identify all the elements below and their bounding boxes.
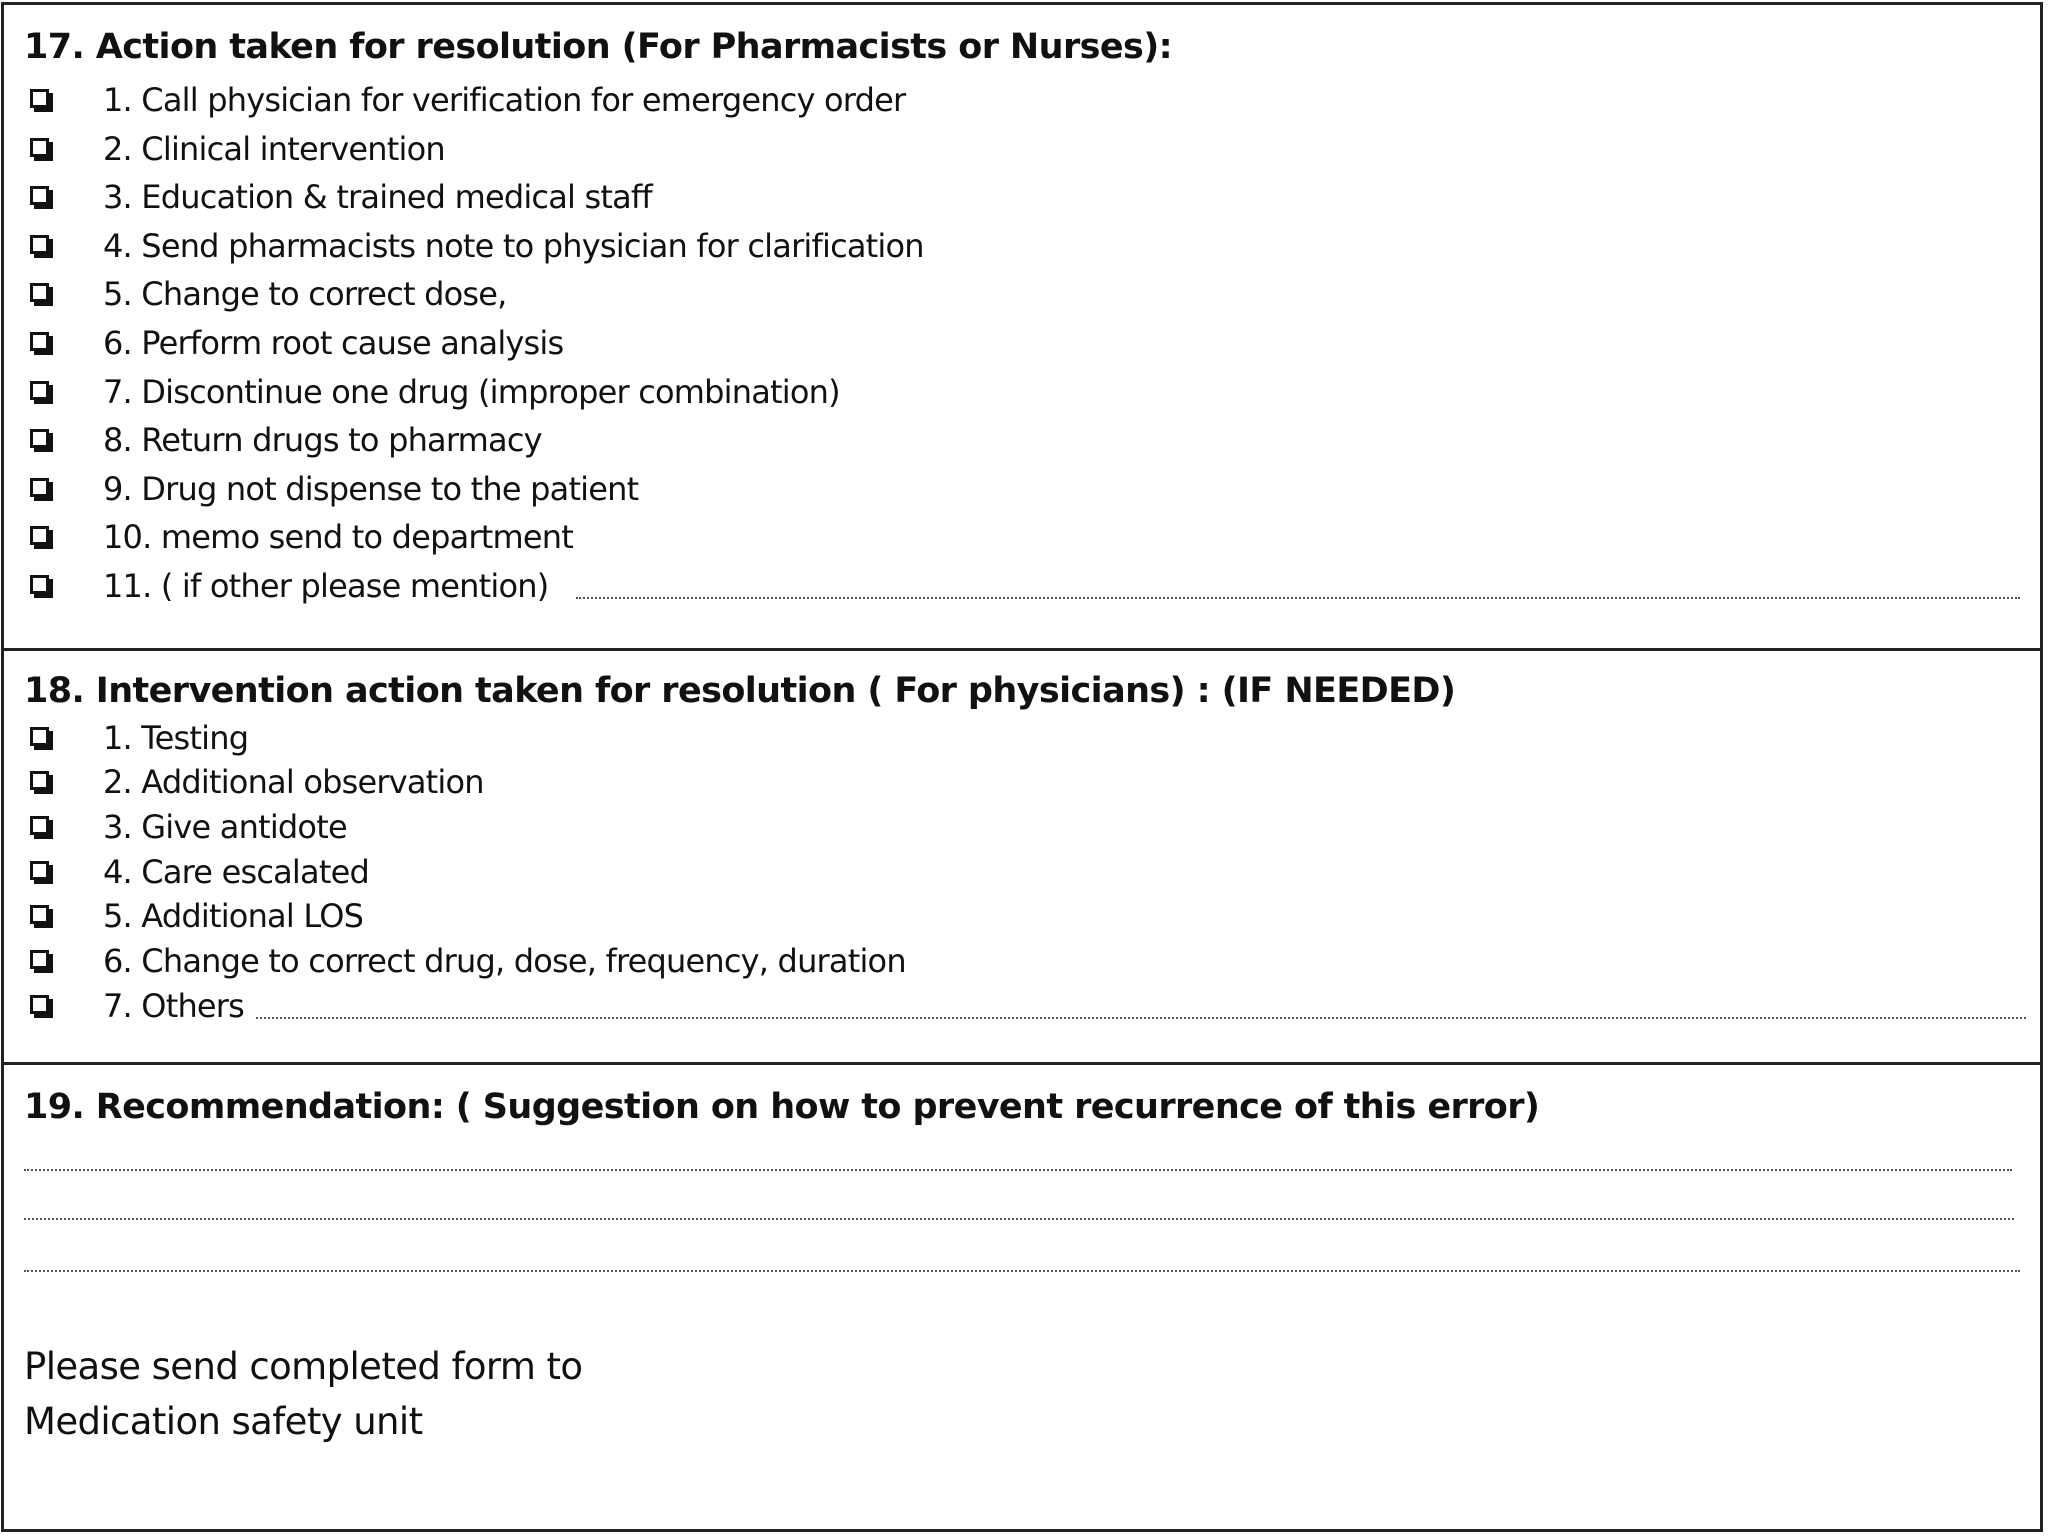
option-label: 4. Send pharmacists note to physician for clarification <box>103 227 924 265</box>
others-specify-line[interactable] <box>256 1017 2026 1019</box>
other-specify-line[interactable] <box>576 597 2020 599</box>
option-label: 8. Return drugs to pharmacy <box>103 421 542 459</box>
option-17-11[interactable] <box>4 567 2040 611</box>
option-label: 5. Additional LOS <box>103 897 364 935</box>
footer-recipient: Medication safety unit <box>24 1400 423 1443</box>
option-18-6[interactable] <box>4 942 2040 986</box>
recommendation-line-1[interactable] <box>24 1169 2012 1171</box>
medication-error-form <box>1 2 2043 1532</box>
option-label: 3. Education & trained medical staff <box>103 178 652 216</box>
checkbox[interactable] <box>30 186 49 205</box>
option-18-4[interactable] <box>4 853 2040 897</box>
section-19 <box>4 1065 2040 1529</box>
recommendation-line-3[interactable] <box>24 1270 2020 1272</box>
checkbox[interactable] <box>30 995 49 1014</box>
option-label: 2. Additional observation <box>103 763 484 801</box>
option-17-2[interactable] <box>4 130 2040 174</box>
option-17-4[interactable] <box>4 227 2040 271</box>
option-18-7[interactable] <box>4 987 2040 1031</box>
section-17-title: 17. Action taken for resolution (For Pharmacists or Nurses): <box>24 27 1173 67</box>
section-18 <box>4 651 2040 1065</box>
option-label: 1. Testing <box>103 719 249 757</box>
option-18-2[interactable] <box>4 763 2040 807</box>
option-17-3[interactable] <box>4 178 2040 222</box>
checkbox[interactable] <box>30 235 49 254</box>
option-label: 2. Clinical intervention <box>103 130 445 168</box>
section-18-title: 18. Intervention action taken for resolution ( For physicians) : (IF NEEDED) <box>24 671 1456 711</box>
option-17-8[interactable] <box>4 421 2040 465</box>
option-17-5[interactable] <box>4 275 2040 319</box>
checkbox[interactable] <box>30 283 49 302</box>
option-label: 10. memo send to department <box>103 518 573 556</box>
checkbox[interactable] <box>30 727 49 746</box>
option-label: 4. Care escalated <box>103 853 369 891</box>
option-label: 6. Perform root cause analysis <box>103 324 564 362</box>
option-label: 7. Others <box>103 987 245 1025</box>
checkbox[interactable] <box>30 332 49 351</box>
checkbox[interactable] <box>30 429 49 448</box>
checkbox[interactable] <box>30 89 49 108</box>
checkbox[interactable] <box>30 771 49 790</box>
option-label: 5. Change to correct dose, <box>103 275 507 313</box>
option-18-5[interactable] <box>4 897 2040 941</box>
recommendation-line-2[interactable] <box>24 1218 2014 1220</box>
option-label: 3. Give antidote <box>103 808 347 846</box>
checkbox[interactable] <box>30 861 49 880</box>
checkbox[interactable] <box>30 816 49 835</box>
option-label: 1. Call physician for verification for emergency order <box>103 81 906 119</box>
checkbox[interactable] <box>30 526 49 545</box>
option-18-3[interactable] <box>4 808 2040 852</box>
section-17 <box>4 5 2040 651</box>
footer-instruction: Please send completed form to <box>24 1345 583 1388</box>
option-17-1[interactable] <box>4 81 2040 125</box>
option-label: 9. Drug not dispense to the patient <box>103 470 639 508</box>
checkbox[interactable] <box>30 138 49 157</box>
option-label: 6. Change to correct drug, dose, frequency, duration <box>103 942 906 980</box>
checkbox[interactable] <box>30 905 49 924</box>
section-19-title: 19. Recommendation: ( Suggestion on how to prevent recurrence of this error) <box>24 1087 1540 1127</box>
checkbox[interactable] <box>30 478 49 497</box>
option-18-1[interactable] <box>4 719 2040 763</box>
option-17-10[interactable] <box>4 518 2040 562</box>
option-17-9[interactable] <box>4 470 2040 514</box>
option-17-7[interactable] <box>4 373 2040 417</box>
option-label: 7. Discontinue one drug (improper combination) <box>103 373 840 411</box>
option-17-6[interactable] <box>4 324 2040 368</box>
checkbox[interactable] <box>30 950 49 969</box>
option-label: 11. ( if other please mention) <box>103 567 549 605</box>
checkbox[interactable] <box>30 575 49 594</box>
checkbox[interactable] <box>30 381 49 400</box>
